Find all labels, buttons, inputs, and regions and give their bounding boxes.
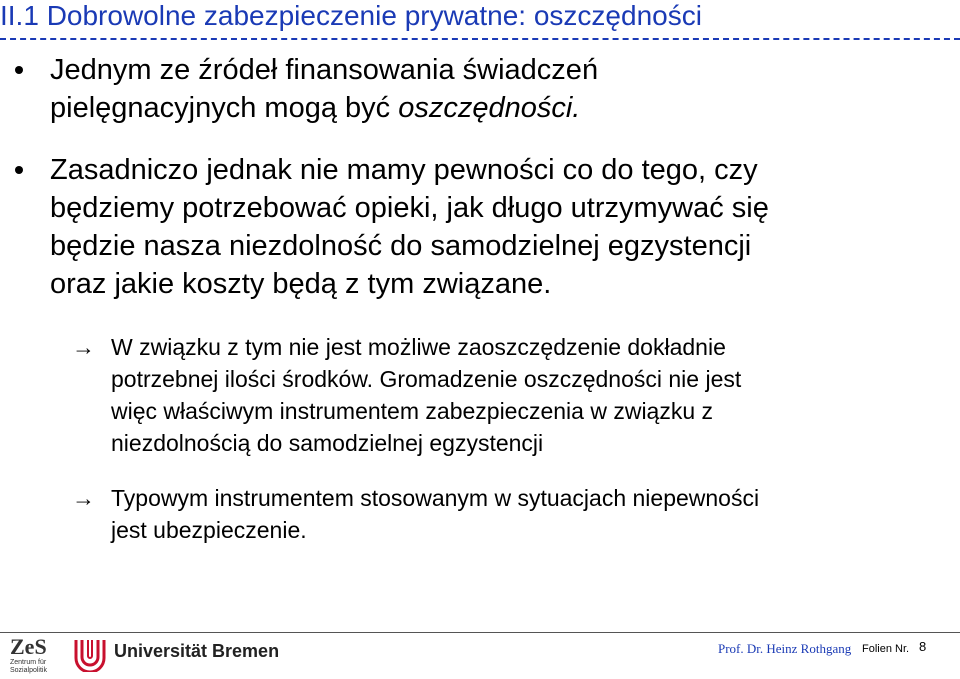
sub-point-1-line: potrzebnej ilości środków. Gromadzenie oszczędności nie jest: [111, 366, 742, 392]
sub-point-1-line: niezdolnością do samodzielnej egzystencji: [111, 430, 544, 456]
sub-point-1-line: więc właściwym instrumentem zabezpieczenia w związku z: [111, 398, 714, 424]
footer-divider: [0, 632, 960, 633]
slide-number-label: Folien Nr.: [862, 643, 910, 655]
bullet-2-line: będzie nasza niezdolność do samodzielnej egzystencji: [50, 230, 752, 262]
bullet-2: [50, 151, 769, 303]
zes-logo-subtitle-line: Zentrum für: [10, 659, 47, 666]
bullet-1-line-2-italic: oszczędności.: [398, 92, 581, 124]
sub-point-2: [111, 482, 759, 546]
zes-logo-subtitle-line: Sozialpolitik: [10, 667, 47, 674]
title-divider: [0, 38, 960, 40]
university-logo-icon: [72, 636, 108, 672]
bullet-2-line: będziemy potrzebować opieki, jak długo utrzymywać się: [50, 192, 769, 224]
sub-point-2-line: Typowym instrumentem stosowanym w sytuacjach niepewności: [111, 485, 760, 511]
zes-logo-subtitle: [10, 659, 47, 675]
bullet-1-line-2: [50, 89, 598, 127]
sub-point-1: [111, 331, 741, 459]
author-name: Prof. Dr. Heinz Rothgang: [718, 641, 852, 656]
zes-logo-mark: ZeS: [10, 634, 47, 659]
slide-number: 8: [919, 639, 927, 654]
sub-point-1-line: W związku z tym nie jest możliwe zaoszczędzenie dokładnie: [111, 334, 726, 360]
bullet-1-line-2-plain: pielęgnacyjnych mogą być: [50, 92, 399, 124]
arrow-right-icon: →: [72, 485, 95, 511]
bullet-1-line-1: Jednym ze źródeł finansowania świadczeń: [50, 54, 599, 86]
bullet-icon: [15, 166, 23, 174]
bullet-1: [50, 51, 598, 127]
bullet-2-line: oraz jakie koszty będą z tym związane.: [50, 268, 552, 300]
university-name: Universität Bremen: [114, 641, 280, 661]
bullet-icon: [15, 66, 23, 74]
arrow-right-icon: →: [72, 334, 95, 360]
zes-logo: [10, 634, 72, 678]
sub-point-2-line: jest ubezpieczenie.: [111, 517, 307, 543]
page-title: II.1 Dobrowolne zabezpieczenie prywatne: oszczędności: [0, 0, 702, 31]
bullet-2-line: Zasadniczo jednak nie mamy pewności co do tego, czy: [50, 154, 758, 186]
